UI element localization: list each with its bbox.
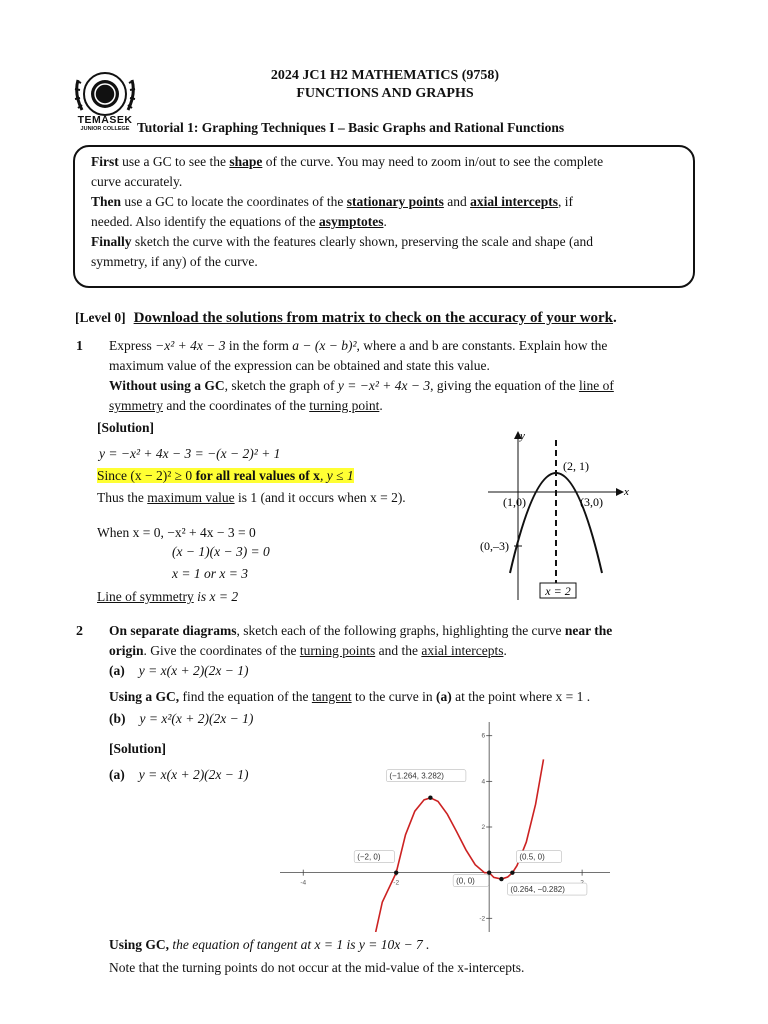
q2-y-tick-label: 6 xyxy=(481,732,486,740)
question-2-text: On separate diagrams, sketch each of the following graphs, highlighting the curve near the origin. Give the coordinates of the turning points and the axial intercepts. (a) y = x(x + 2)(2x − 1) Using a GC, find the equation of the tangent to the curve in (a) at the point where x = 1 . (b) y = x²(x + 2)(2x − 1) [Solution] (a) y = x(x + 2)(2x − 1) xyxy=(109,623,613,782)
level-tag: [Level 0] xyxy=(75,310,126,325)
q2-x-tick-label: -2 xyxy=(393,879,400,887)
q1-x-label: x xyxy=(624,486,629,498)
q2-key-point xyxy=(510,870,514,874)
q2-point-label: (0.264, −0.282) xyxy=(510,885,565,895)
q2-key-point xyxy=(394,870,398,874)
logo-wordmark: TEMASEK xyxy=(77,114,133,126)
level0-line: [Level 0] Download the solutions from matrix to check on the accuracy of your work. xyxy=(75,310,617,326)
q2-gc-result: Using GC, the equation of tangent at x = 1 is y = 10x − 7 . xyxy=(109,937,430,952)
q1-solution-label: [Solution] xyxy=(97,420,155,435)
q2-key-point xyxy=(428,796,432,800)
q2-point-label: (0, 0) xyxy=(456,876,475,886)
q1-sol-line1: y = −x² + 4x − 3 = −(x − 2)² + 1 xyxy=(99,446,281,461)
college-logo xyxy=(74,70,136,134)
logo-subtitle: JUNIOR COLLEGE xyxy=(80,126,130,132)
q2-point-label: (−2, 0) xyxy=(357,852,381,862)
q1-y-label: y xyxy=(520,430,525,442)
q1-sol-line3: Thus the maximum value is 1 (and it occurs when x = 2). xyxy=(97,490,406,505)
q2-point-label: (−1.264, 3.282) xyxy=(389,771,444,781)
q1-sol-line6: x = 1 or x = 3 xyxy=(172,566,248,581)
first-word: First xyxy=(91,154,119,169)
q1-sol-line5: (x − 1)(x − 3) = 0 xyxy=(172,544,270,559)
q1-sym-label: x = 2 xyxy=(545,584,571,598)
q1-yint-label: (0,–3) xyxy=(480,539,509,553)
q1-int2-label: (3,0) xyxy=(580,495,603,509)
q2-key-point xyxy=(499,877,503,881)
q1-sol-line2: Since (x − 2)² ≥ 0 for all real values of x, y ≤ 1 xyxy=(97,468,354,483)
page-title: 2024 JC1 H2 MATHEMATICS (9758) xyxy=(270,68,500,83)
q2-cubic-curve xyxy=(376,759,544,932)
q2-note: Note that the turning points do not occur at the mid-value of the x-intercepts. xyxy=(109,960,525,975)
q2-key-point xyxy=(487,870,491,874)
q2-y-tick-label: 2 xyxy=(481,824,486,831)
question-number-2: 2 xyxy=(76,624,83,639)
q1-sol-line4: When x = 0, −x² + 4x − 3 = 0 xyxy=(97,525,256,540)
q2-y-tick-label: -2 xyxy=(479,915,486,923)
question-number-1: 1 xyxy=(76,339,83,354)
instruction-text: First use a GC to see the shape of the curve. You may need to zoom in/out to see the complete curve accurately. Then use a GC to locate the coordinates of the stationary points and axial intercepts, if needed. Also identify the equations of the asymptotes. Finally sketch the curve with the features clearly shown, preserving the scale and shape (and symmetry, if any) of the curve. xyxy=(91,154,604,269)
q1-int1-label: (1,0) xyxy=(503,495,526,509)
q2-x-tick-label: -4 xyxy=(300,879,307,887)
q1-turning-label: (2, 1) xyxy=(563,459,589,473)
q2-y-tick-label: 4 xyxy=(481,778,486,786)
q1-parabola-sketch xyxy=(470,425,640,605)
level0-instruction: Download the solutions from matrix to check on the accuracy of your work xyxy=(133,310,614,326)
question-1-text: Express −x² + 4x − 3 in the form a − (x − b)², where a and b are constants. Explain how the maximum value of the expression can be obtained and state this value. Without using a GC, sketch the graph of y = −x² + 4x − 3, giving the equation of the line of symmetry and the coordinates of the turning point. xyxy=(109,338,614,413)
q2-cubic-chart xyxy=(280,722,610,932)
q1-sol-line7: Line of symmetry is x = 2 xyxy=(97,589,239,604)
tutorial-title: Tutorial 1: Graphing Techniques I – Basic Graphs and Rational Functions xyxy=(137,120,565,135)
q2-point-label: (0.5, 0) xyxy=(519,852,545,862)
page-subtitle: FUNCTIONS AND GRAPHS xyxy=(296,86,474,101)
